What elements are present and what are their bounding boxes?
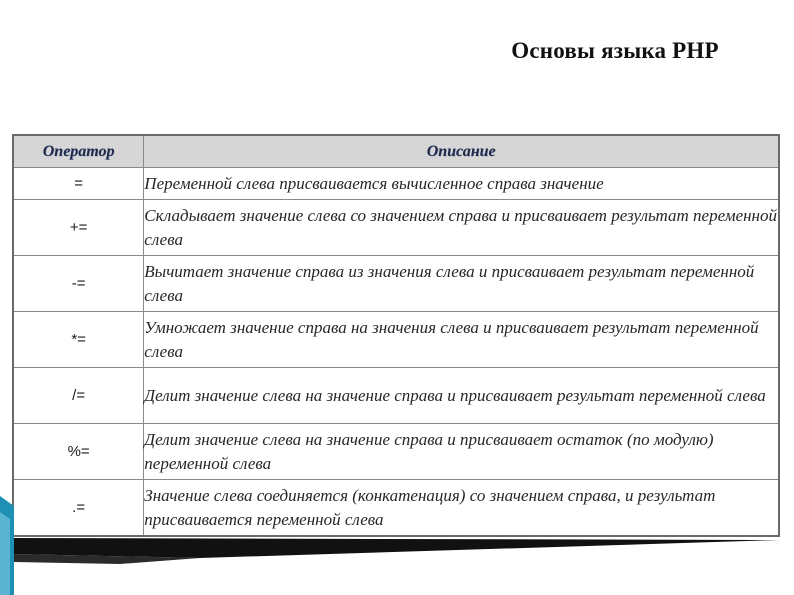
black-swoosh <box>14 538 780 558</box>
table-row <box>13 200 779 256</box>
operators-table <box>12 134 780 537</box>
operator-cell: += <box>13 200 144 256</box>
operator-cell: .= <box>13 480 144 537</box>
table-row <box>13 424 779 480</box>
operator-cell: %= <box>13 424 144 480</box>
table-row <box>13 312 779 368</box>
slide-decoration <box>0 488 794 595</box>
page-title: Основы языка PHP <box>511 38 719 63</box>
description-cell: Переменной слева присваивается вычисленное справа значение <box>144 168 779 200</box>
description-cell: Вычитает значение справа из значения слева и присваивает результат переменной слева <box>144 256 779 312</box>
operator-cell: -= <box>13 256 144 312</box>
description-cell: Умножает значение справа на значения слева и присваивает результат переменной слева <box>144 312 779 368</box>
teal-wedge-light <box>0 512 10 595</box>
description-cell: Делит значение слева на значение справа и присваивает результат переменной слева <box>144 368 779 424</box>
description-cell: Значение слева соединяется (конкатенация) со значением справа, и результат присваивается переменной слева <box>144 480 779 537</box>
table-row <box>13 168 779 200</box>
operator-cell: *= <box>13 312 144 368</box>
table-row <box>13 368 779 424</box>
table-row <box>13 256 779 312</box>
description-cell: Складывает значение слева со значением справа и присваивает результат переменной слева <box>144 200 779 256</box>
table-header-row <box>13 135 779 168</box>
description-cell: Делит значение слева на значение справа и присваивает остаток (по модулю) переменной слева <box>144 424 779 480</box>
header-operator: Оператор <box>13 135 144 168</box>
operator-cell: = <box>13 168 144 200</box>
header-description: Описание <box>144 135 779 168</box>
operator-cell: /= <box>13 368 144 424</box>
